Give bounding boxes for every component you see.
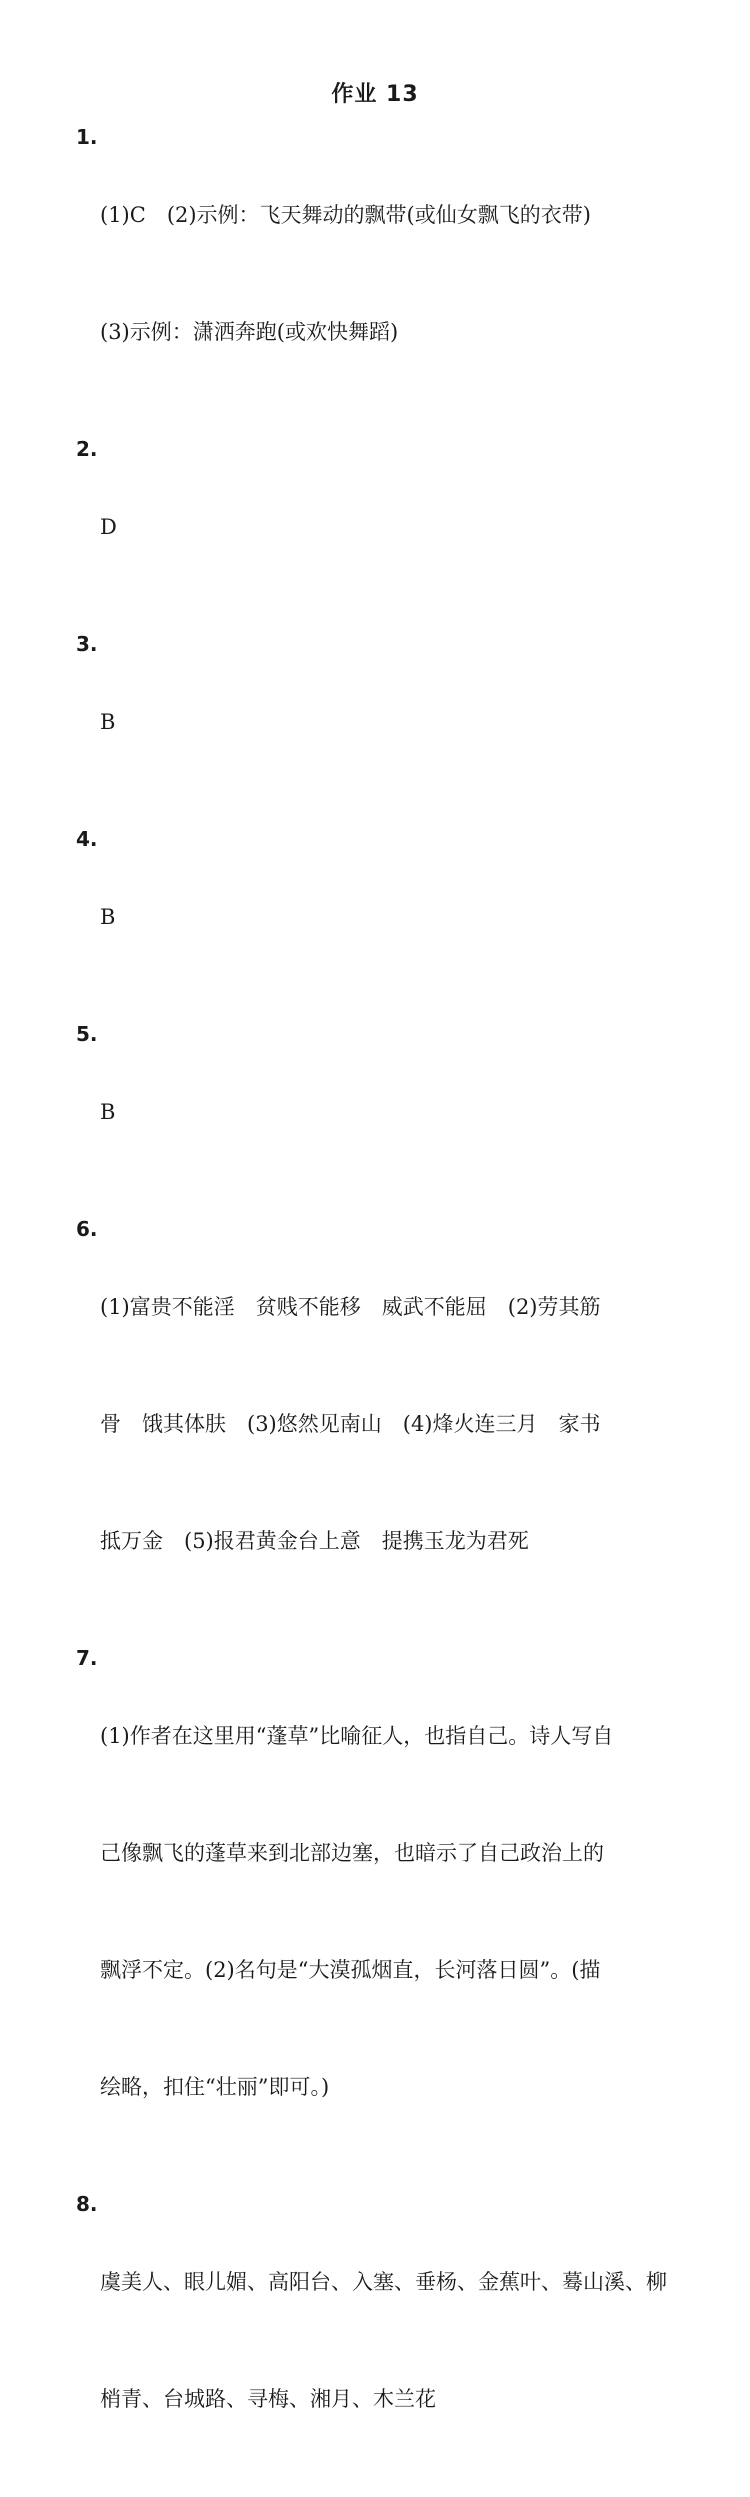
answer-line: (3)示例：潇洒奔跑(或欢快舞蹈) — [100, 320, 399, 344]
answer-line: B — [100, 710, 116, 734]
answer-line: (1)富贵不能淫 贫贱不能移 威武不能屈 (2)劳其筋 — [100, 1295, 601, 1319]
answer-number: 2. — [76, 437, 98, 461]
answer-line: 抵万金 (5)报君黄金台上意 提携玉龙为君死 — [100, 1529, 529, 1553]
answer-number: 8. — [76, 2192, 98, 2216]
answer-item-3 — [76, 625, 676, 820]
answer-line: 梢青、台城路、寻梅、湘月、木兰花 — [100, 2387, 436, 2411]
answer-line: (1)C (2)示例：飞天舞动的飘带(或仙女飘飞的衣带) — [100, 203, 591, 227]
answer-text — [100, 430, 676, 625]
answer-number: 3. — [76, 632, 98, 656]
answer-line: 飘浮不定。(2)名句是“大漠孤烟直，长河落日圆”。(描 — [100, 1958, 601, 1982]
answer-line: (1)作者在这里用“蓬草”比喻征人，也指自己。诗人写自 — [100, 1724, 614, 1748]
answer-item-8 — [76, 2185, 676, 2497]
answer-text — [100, 1639, 676, 2185]
answer-list — [76, 118, 676, 2497]
answer-number: 7. — [76, 1646, 98, 1670]
answer-text — [100, 1015, 676, 1210]
answer-item-1 — [76, 118, 676, 430]
answer-text — [100, 820, 676, 1015]
answer-item-4 — [76, 820, 676, 1015]
answer-text — [100, 2185, 676, 2497]
answer-text — [100, 118, 676, 430]
page-title: 作业 13 — [331, 82, 419, 107]
answer-line: D — [100, 515, 117, 539]
answer-line: 虞美人、眼儿媚、高阳台、入塞、垂杨、金蕉叶、蓦山溪、柳 — [100, 2270, 667, 2294]
answer-number: 5. — [76, 1022, 98, 1046]
answer-item-2 — [76, 430, 676, 625]
answer-item-7 — [76, 1639, 676, 2185]
answer-number: 4. — [76, 827, 98, 851]
answer-item-6 — [76, 1210, 676, 1639]
answer-line: 己像飘飞的蓬草来到北部边塞，也暗示了自己政治上的 — [100, 1841, 604, 1865]
answer-line: 骨 饿其体肤 (3)悠然见南山 (4)烽火连三月 家书 — [100, 1412, 601, 1436]
answer-line: B — [100, 905, 116, 929]
answer-item-5 — [76, 1015, 676, 1210]
answer-text — [100, 1210, 676, 1639]
answer-number: 6. — [76, 1217, 98, 1241]
answer-line: 绘略，扣住“壮丽”即可。) — [100, 2075, 330, 2099]
answer-number: 1. — [76, 125, 98, 149]
answer-text — [100, 625, 676, 820]
answer-line: B — [100, 1100, 116, 1124]
